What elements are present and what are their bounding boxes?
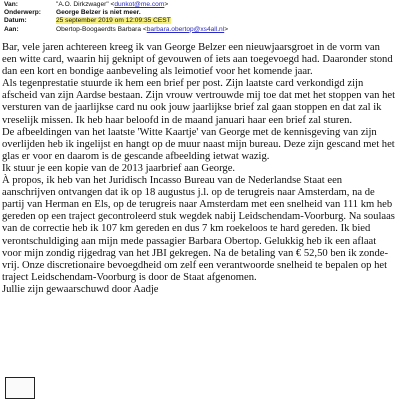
- to-tail: >: [224, 25, 229, 33]
- to-label: Aan:: [4, 25, 19, 33]
- from-name: "A.O. Dirkzwager" <: [56, 1, 115, 8]
- date-value: 25 september 2019 om 12:09:35 CEST: [56, 17, 171, 25]
- from-tail: >: [164, 1, 169, 8]
- paragraph: Als tegenprestatie stuurde ik hem een brief per post. Zijn laatste card verkondigd zijn afscheid van zijn Aardse bestaan. Zijn vrouw vertrouwde mij toe dat met het stoppen van het versturen van de jaarlijkse card nu ook jouw jaarlijkse brief zal gaan stoppen en dat zal ik vreselijk missen. Ik heb haar beloofd in de maand januari haar een brief zal sturen.: [2, 78, 396, 126]
- from-label: Van:: [4, 1, 18, 8]
- from-row: [4, 1, 396, 9]
- to-email-link[interactable]: barbara.obertop@xs4all.nl: [146, 25, 225, 33]
- paragraph: De afbeeldingen van het laatste 'Witte Kaartje' van George met de kennisgeving van zijn overlijden heb ik ingelijst en hangt op de muur naast mijn bureau. Deze zijn gescand met het glas er voor en daarom is de gescande afbeelding ietwat wazig.: [2, 126, 395, 162]
- subject-label: Onderwerp:: [4, 9, 42, 17]
- to-name: Obertop-Boogaerdts Barbara <: [56, 25, 147, 33]
- email-header: [4, 1, 396, 34]
- paragraph: Ik stuur je een kopie van de 2013 jaarbrief aan George.: [2, 162, 236, 174]
- date-label: Datum:: [4, 17, 27, 25]
- paragraph: Bar, vele jaren achtereen kreeg ik van George Belzer een nieuwjaarsgroet in de vorm van een witte card, waarin hij geknipt of gevouwen of iets aan toegevoegd had. Daaronder stond dan een kort en bondige aanbeveling als leimotief voor het komende jaar.: [2, 42, 393, 78]
- subject-row: [4, 9, 396, 17]
- email-body: [2, 42, 397, 296]
- paragraph: Jullie zijn gewaarschuwd door Aadje: [2, 283, 159, 295]
- to-row: [4, 26, 396, 34]
- attachment-thumbnail[interactable]: [5, 377, 35, 399]
- subject-value: George Belzer is niet meer.: [56, 9, 141, 17]
- date-row: [4, 17, 396, 25]
- paragraph: À propos, ik heb van het Juridisch Incasso Bureau van de Nederlandse Staat een aanschrijven ontvangen dat ik op 18 augustus j.l. op de terugreis naar Amsterdam, na de partij van Herman en Els, op de terugreis naar Amsterdam met een snelheid van 111 km heb gereden op een traject gecontroleerd stuk wegdek nabij Leidschendam-Voorburg. Na soulaas van de correctie heb ik 107 km gereden en dus 7 km roekeloos te hard gereden. Ik bied verontschuldiging aan mijn mede passagier Barbara Obertop. Gelukkig heb ik een aflaat voor mijn zondig rijgedrag van het JBI gekregen. Na de betaling van € 52,50 ben ik zonde-vrij. Onze discretionaire bevoegdheid om zelf een verantwoorde snelheid te bepalen op het traject Leidschendam-Voorburg is door de Staat afgenomen.: [2, 175, 395, 283]
- from-email-link[interactable]: dunkot@me.com: [114, 1, 165, 8]
